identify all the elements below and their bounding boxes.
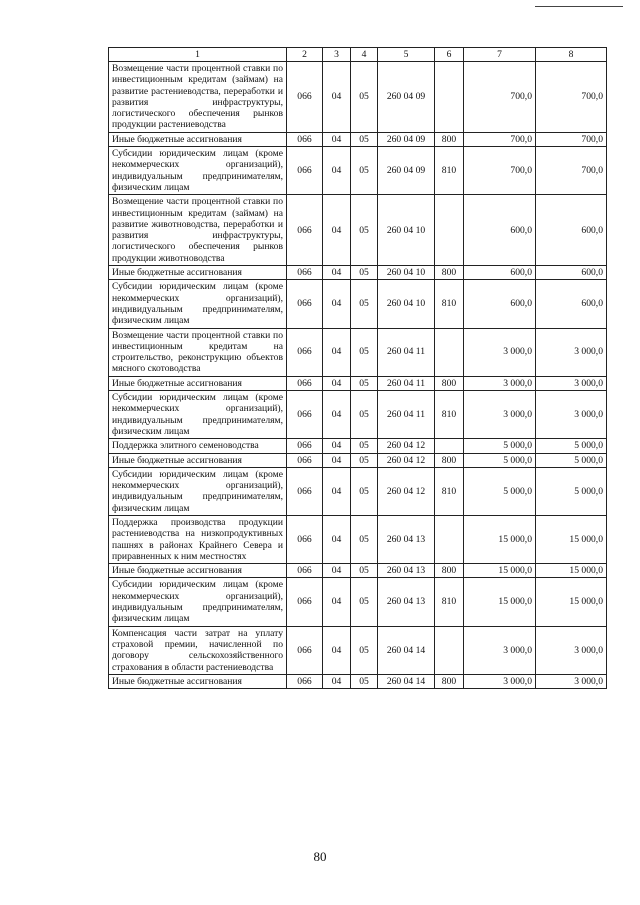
cell-expense-type [435, 328, 464, 376]
row-description: Иные бюджетные ассигнования [109, 376, 287, 390]
cell-amount-col8: 600,0 [536, 280, 607, 328]
cell-ministry-code: 066 [287, 578, 323, 626]
cell-expense-type [435, 195, 464, 266]
cell-expense-type: 800 [435, 266, 464, 280]
cell-ministry-code: 066 [287, 439, 323, 453]
cell-expense-type: 810 [435, 391, 464, 439]
cell-ministry-code: 066 [287, 376, 323, 390]
cell-section: 04 [323, 564, 351, 578]
cell-target-article: 260 04 11 [378, 328, 435, 376]
cell-subsection: 05 [351, 376, 378, 390]
cell-section: 04 [323, 62, 351, 133]
row-description: Иные бюджетные ассигнования [109, 132, 287, 146]
row-description: Иные бюджетные ассигнования [109, 674, 287, 688]
column-header: 5 [378, 48, 435, 62]
cell-amount-col7: 15 000,0 [464, 578, 536, 626]
cell-ministry-code: 066 [287, 626, 323, 674]
cell-target-article: 260 04 12 [378, 467, 435, 515]
cell-ministry-code: 066 [287, 564, 323, 578]
cell-ministry-code: 066 [287, 391, 323, 439]
cell-amount-col8: 600,0 [536, 266, 607, 280]
row-description: Субсидии юридическим лицам (кроме некоммерческих организаций), индивидуальным предпринимателям, физическим лицам [109, 578, 287, 626]
cell-target-article: 260 04 10 [378, 280, 435, 328]
cell-target-article: 260 04 09 [378, 132, 435, 146]
cell-target-article: 260 04 10 [378, 195, 435, 266]
cell-ministry-code: 066 [287, 328, 323, 376]
cell-expense-type [435, 62, 464, 133]
row-description: Субсидии юридическим лицам (кроме некоммерческих организаций), индивидуальным предпринимателям, физическим лицам [109, 147, 287, 195]
table-row [109, 132, 607, 146]
column-header: 4 [351, 48, 378, 62]
cell-amount-col8: 700,0 [536, 132, 607, 146]
cell-section: 04 [323, 266, 351, 280]
table-row [109, 453, 607, 467]
cell-expense-type: 800 [435, 376, 464, 390]
cell-expense-type: 810 [435, 467, 464, 515]
cell-subsection: 05 [351, 564, 378, 578]
cell-amount-col8: 600,0 [536, 195, 607, 266]
cell-subsection: 05 [351, 280, 378, 328]
column-header: 7 [464, 48, 536, 62]
table-header-row [109, 48, 607, 62]
column-header: 3 [323, 48, 351, 62]
cell-subsection: 05 [351, 439, 378, 453]
cell-section: 04 [323, 132, 351, 146]
table-row [109, 578, 607, 626]
cell-ministry-code: 066 [287, 132, 323, 146]
cell-section: 04 [323, 515, 351, 563]
cell-expense-type: 800 [435, 453, 464, 467]
cell-amount-col7: 3 000,0 [464, 391, 536, 439]
cell-expense-type [435, 626, 464, 674]
cell-amount-col7: 15 000,0 [464, 564, 536, 578]
cell-subsection: 05 [351, 328, 378, 376]
cell-amount-col7: 3 000,0 [464, 328, 536, 376]
row-description: Поддержка элитного семеноводства [109, 439, 287, 453]
cell-expense-type: 800 [435, 132, 464, 146]
cell-section: 04 [323, 376, 351, 390]
table-row [109, 674, 607, 688]
cell-amount-col8: 15 000,0 [536, 515, 607, 563]
cell-subsection: 05 [351, 626, 378, 674]
cell-section: 04 [323, 328, 351, 376]
column-header: 1 [109, 48, 287, 62]
row-description: Компенсация части затрат на уплату страховой премии, начисленной по договору сельскохозяйственного страхования в области растениеводства [109, 626, 287, 674]
cell-section: 04 [323, 578, 351, 626]
cell-section: 04 [323, 147, 351, 195]
table-row [109, 266, 607, 280]
cell-amount-col7: 600,0 [464, 280, 536, 328]
cell-target-article: 260 04 10 [378, 266, 435, 280]
row-description: Поддержка производства продукции растениеводства на низкопродуктивных пашнях в районах Крайнего Севера и приравненных к ним местностях [109, 515, 287, 563]
cell-expense-type: 810 [435, 578, 464, 626]
cell-ministry-code: 066 [287, 467, 323, 515]
cell-subsection: 05 [351, 147, 378, 195]
cell-section: 04 [323, 391, 351, 439]
cell-amount-col8: 3 000,0 [536, 626, 607, 674]
cell-target-article: 260 04 14 [378, 674, 435, 688]
table-row [109, 391, 607, 439]
table-row [109, 515, 607, 563]
top-rule [535, 6, 623, 7]
cell-amount-col8: 700,0 [536, 62, 607, 133]
cell-expense-type: 800 [435, 564, 464, 578]
cell-amount-col7: 5 000,0 [464, 467, 536, 515]
cell-subsection: 05 [351, 674, 378, 688]
table-row [109, 564, 607, 578]
cell-ministry-code: 066 [287, 280, 323, 328]
cell-subsection: 05 [351, 266, 378, 280]
cell-amount-col8: 15 000,0 [536, 564, 607, 578]
cell-ministry-code: 066 [287, 62, 323, 133]
row-description: Субсидии юридическим лицам (кроме некоммерческих организаций), индивидуальным предпринимателям, физическим лицам [109, 391, 287, 439]
table-row [109, 439, 607, 453]
table-row [109, 376, 607, 390]
budget-table [108, 47, 607, 689]
cell-amount-col8: 3 000,0 [536, 674, 607, 688]
cell-amount-col8: 700,0 [536, 147, 607, 195]
cell-expense-type: 810 [435, 147, 464, 195]
cell-subsection: 05 [351, 62, 378, 133]
cell-amount-col7: 3 000,0 [464, 376, 536, 390]
cell-subsection: 05 [351, 515, 378, 563]
cell-amount-col8: 5 000,0 [536, 439, 607, 453]
cell-ministry-code: 066 [287, 195, 323, 266]
cell-amount-col7: 700,0 [464, 62, 536, 133]
cell-amount-col7: 600,0 [464, 266, 536, 280]
cell-amount-col8: 15 000,0 [536, 578, 607, 626]
cell-section: 04 [323, 674, 351, 688]
table-row [109, 62, 607, 133]
row-description: Возмещение части процентной ставки по инвестиционным кредитам (займам) на развитие растениеводства, переработки и развития инфраструктуры, логистического обеспечения рынков продукции растениеводства [109, 62, 287, 133]
row-description: Возмещение части процентной ставки по инвестиционным кредитам (займам) на развитие животноводства, переработки и развития инфраструктуры, логистического обеспечения рынков продукции животноводства [109, 195, 287, 266]
cell-subsection: 05 [351, 132, 378, 146]
cell-amount-col7: 700,0 [464, 132, 536, 146]
cell-amount-col8: 5 000,0 [536, 467, 607, 515]
cell-target-article: 260 04 13 [378, 578, 435, 626]
cell-amount-col8: 3 000,0 [536, 391, 607, 439]
cell-subsection: 05 [351, 391, 378, 439]
cell-expense-type [435, 515, 464, 563]
cell-subsection: 05 [351, 453, 378, 467]
cell-section: 04 [323, 626, 351, 674]
cell-section: 04 [323, 195, 351, 266]
cell-amount-col7: 3 000,0 [464, 626, 536, 674]
table-row [109, 147, 607, 195]
column-header: 6 [435, 48, 464, 62]
table-row [109, 328, 607, 376]
column-header: 2 [287, 48, 323, 62]
cell-section: 04 [323, 280, 351, 328]
table-row [109, 280, 607, 328]
cell-amount-col7: 700,0 [464, 147, 536, 195]
cell-amount-col8: 3 000,0 [536, 376, 607, 390]
column-header: 8 [536, 48, 607, 62]
cell-target-article: 260 04 11 [378, 391, 435, 439]
cell-subsection: 05 [351, 195, 378, 266]
cell-section: 04 [323, 453, 351, 467]
table-row [109, 467, 607, 515]
cell-amount-col8: 3 000,0 [536, 328, 607, 376]
cell-amount-col7: 600,0 [464, 195, 536, 266]
cell-target-article: 260 04 12 [378, 439, 435, 453]
cell-amount-col8: 5 000,0 [536, 453, 607, 467]
table-row [109, 626, 607, 674]
cell-target-article: 260 04 14 [378, 626, 435, 674]
cell-ministry-code: 066 [287, 674, 323, 688]
row-description: Субсидии юридическим лицам (кроме некоммерческих организаций), индивидуальным предпринимателям, физическим лицам [109, 467, 287, 515]
cell-target-article: 260 04 13 [378, 564, 435, 578]
cell-target-article: 260 04 13 [378, 515, 435, 563]
cell-subsection: 05 [351, 467, 378, 515]
cell-expense-type [435, 439, 464, 453]
cell-section: 04 [323, 467, 351, 515]
cell-ministry-code: 066 [287, 147, 323, 195]
cell-amount-col7: 15 000,0 [464, 515, 536, 563]
cell-amount-col7: 3 000,0 [464, 674, 536, 688]
row-description: Субсидии юридическим лицам (кроме некоммерческих организаций), индивидуальным предпринимателям, физическим лицам [109, 280, 287, 328]
cell-ministry-code: 066 [287, 515, 323, 563]
cell-ministry-code: 066 [287, 266, 323, 280]
cell-amount-col7: 5 000,0 [464, 453, 536, 467]
table-row [109, 195, 607, 266]
table-body [109, 62, 607, 689]
cell-subsection: 05 [351, 578, 378, 626]
row-description: Иные бюджетные ассигнования [109, 453, 287, 467]
cell-amount-col7: 5 000,0 [464, 439, 536, 453]
page-number: 80 [313, 849, 327, 864]
cell-expense-type: 810 [435, 280, 464, 328]
row-description: Иные бюджетные ассигнования [109, 266, 287, 280]
cell-ministry-code: 066 [287, 453, 323, 467]
row-description: Иные бюджетные ассигнования [109, 564, 287, 578]
cell-target-article: 260 04 11 [378, 376, 435, 390]
cell-target-article: 260 04 12 [378, 453, 435, 467]
cell-section: 04 [323, 439, 351, 453]
cell-target-article: 260 04 09 [378, 62, 435, 133]
cell-expense-type: 800 [435, 674, 464, 688]
row-description: Возмещение части процентной ставки по инвестиционным кредитам на строительство, реконструкцию объектов мясного скотоводства [109, 328, 287, 376]
cell-target-article: 260 04 09 [378, 147, 435, 195]
